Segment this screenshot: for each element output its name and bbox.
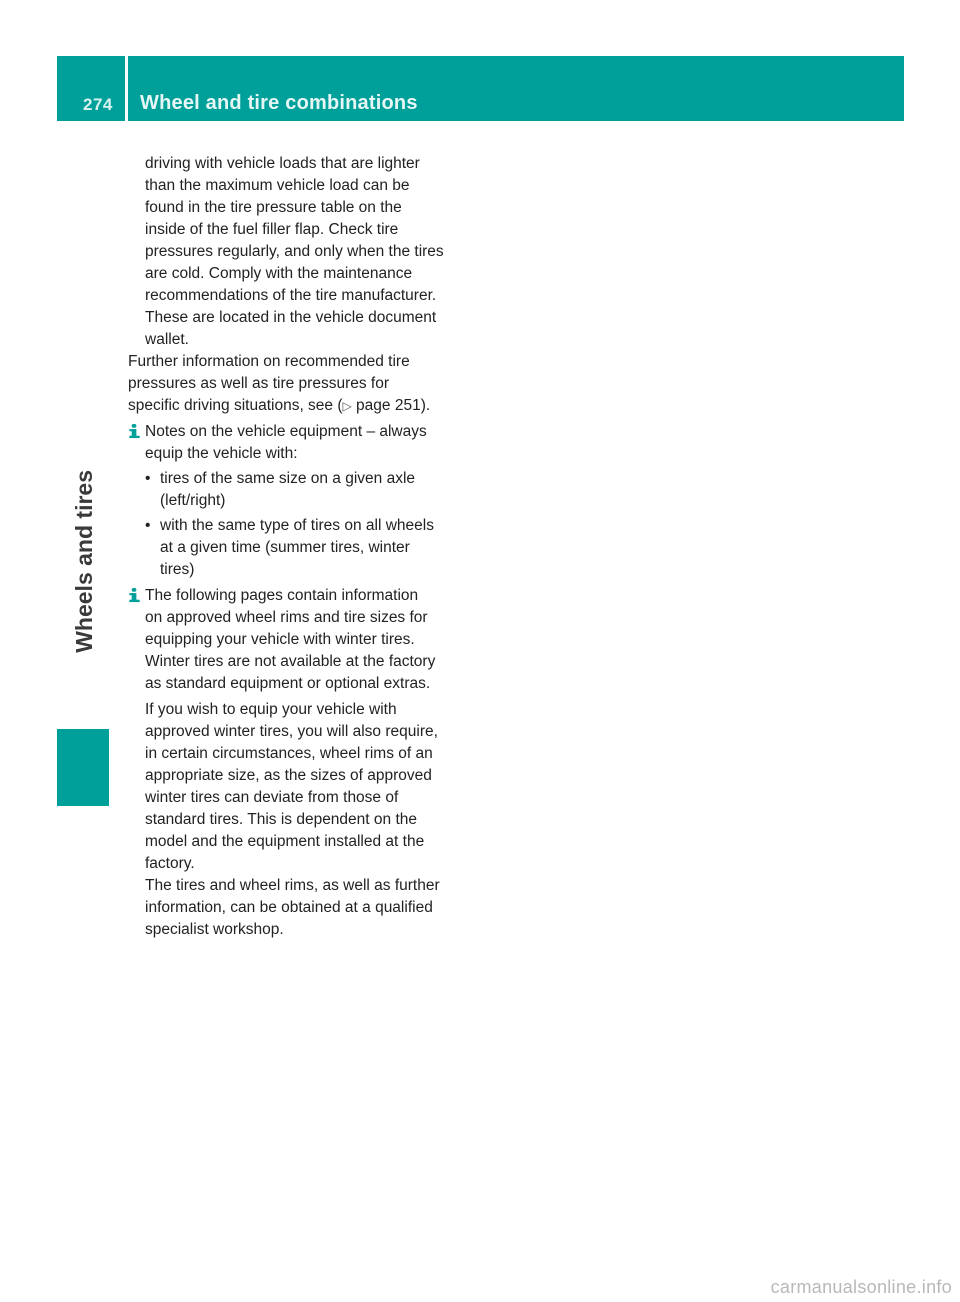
info-icon: [128, 424, 141, 439]
text-line: than the maximum vehicle load can be: [145, 177, 410, 194]
watermark-text: carmanualsonline.info: [770, 1277, 952, 1297]
info-note-winter-tires: [128, 585, 463, 695]
text-line: driving with vehicle loads that are lighter: [145, 155, 420, 172]
paragraph-approved-winter-tires: [128, 699, 463, 875]
info-icon: [128, 588, 141, 603]
text-line: The tires and wheel rims, as well as further: [145, 877, 440, 894]
text-line: with the same type of tires on all wheels: [160, 517, 434, 534]
text-line: pressures regularly, and only when the tires: [145, 243, 444, 260]
section-title: Wheel and tire combinations: [140, 92, 418, 114]
text-line: found in the tire pressure table on the: [145, 199, 402, 216]
text-line: equip the vehicle with:: [145, 445, 298, 462]
text-line: tires): [160, 561, 195, 578]
text-line: (left/right): [160, 492, 226, 509]
text-line: inside of the fuel filler flap. Check tire: [145, 221, 399, 238]
text-line: are cold. Comply with the maintenance: [145, 265, 413, 282]
text-line: Winter tires are not available at the factory: [145, 653, 436, 670]
page-number-box: [57, 56, 125, 121]
text-line: as standard equipment or optional extras.: [145, 675, 431, 692]
text-line: on approved wheel rims and tire sizes for: [145, 609, 428, 626]
triangle-arrow-icon: ▷: [342, 399, 352, 413]
text-line: wallet.: [145, 331, 189, 348]
list-item: [128, 515, 463, 581]
text-line: standard tires. This is dependent on the: [145, 811, 417, 828]
page-reference-link[interactable]: page 251).: [351, 397, 431, 414]
text-line: information, can be obtained at a qualified: [145, 899, 433, 916]
text-line: equipping your vehicle with winter tires.: [145, 631, 415, 648]
section-header-bar: [128, 56, 904, 121]
text-line: tires of the same size on a given axle: [160, 470, 416, 487]
text-line: Further information on recommended tire: [128, 353, 410, 370]
text-line: Notes on the vehicle equipment – always: [145, 423, 427, 440]
paragraph-further-info: [128, 351, 463, 417]
text-line: in certain circumstances, wheel rims of an: [145, 745, 433, 762]
text-line: winter tires can deviate from those of: [145, 789, 399, 806]
text-line: factory.: [145, 855, 195, 872]
text-line: at a given time (summer tires, winter: [160, 539, 410, 556]
text-line: pressures as well as tire pressures for: [128, 375, 390, 392]
bullet-icon: •: [145, 470, 151, 487]
text-line: specialist workshop.: [145, 921, 284, 938]
chapter-side-label: [67, 470, 101, 720]
text-fragment: specific driving situations, see (: [128, 397, 343, 414]
text-line: If you wish to equip your vehicle with: [145, 701, 397, 718]
text-line: model and the equipment installed at the: [145, 833, 425, 850]
text-line: recommendations of the tire manufacturer.: [145, 287, 437, 304]
list-item: [128, 468, 463, 512]
info-note-equipment: [128, 421, 463, 465]
main-content: [128, 153, 463, 941]
chapter-tab-marker: [57, 729, 109, 806]
text-line-with-reference: [128, 395, 463, 417]
paragraph-workshop: [128, 875, 463, 941]
bullet-icon: •: [145, 517, 151, 534]
paragraph-continued: [128, 153, 463, 351]
text-line: These are located in the vehicle document: [145, 309, 437, 326]
chapter-side-label-text: Wheels and tires: [71, 470, 97, 653]
page-number: 274: [83, 95, 113, 114]
text-line: The following pages contain information: [145, 587, 419, 604]
text-line: approved winter tires, you will also require,: [145, 723, 438, 740]
text-line: appropriate size, as the sizes of approved: [145, 767, 432, 784]
